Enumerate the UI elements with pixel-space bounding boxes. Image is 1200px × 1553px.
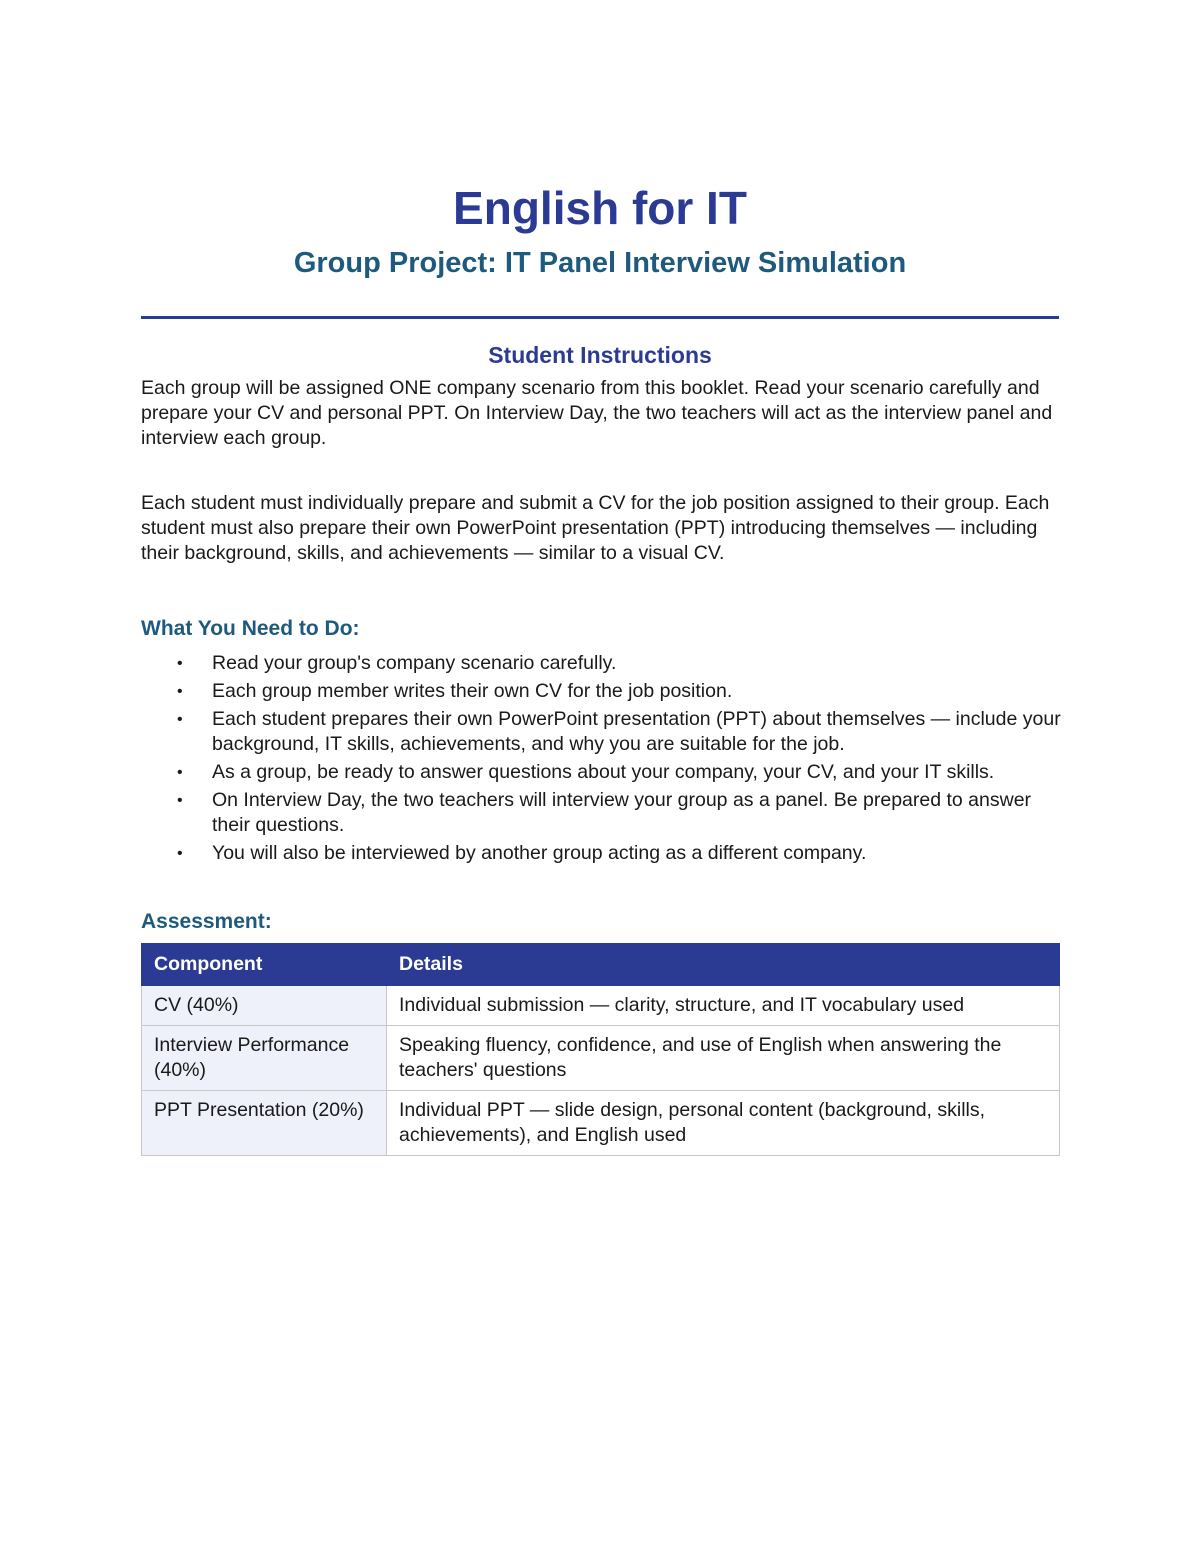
document-subtitle: Group Project: IT Panel Interview Simulation bbox=[293, 247, 907, 279]
table-cell-component: Interview Performance (40%) bbox=[142, 1026, 387, 1091]
table-cell-details: Speaking fluency, confidence, and use of English when answering the teachers' questions bbox=[387, 1026, 1060, 1091]
instructions-paragraph: Each student must individually prepare and submit a CV for the job position assigned to their group. Each student must also prepare their own PowerPoint presentation (PPT) introducing themselves — including their background, skills, and achievements — similar to a visual CV. bbox=[141, 492, 1050, 564]
section-heading-student-instructions: Student Instructions bbox=[488, 342, 712, 368]
instructions-paragraph: Each group will be assigned ONE company scenario from this booklet. Read your scenario carefully and prepare your CV and personal PPT. On Interview Day, the two teachers will act as the interview panel and interview each group. bbox=[141, 377, 1053, 449]
bullet-icon: • bbox=[177, 655, 183, 672]
table-row bbox=[142, 986, 1060, 1026]
table-header-row bbox=[142, 944, 1060, 986]
list-item bbox=[141, 788, 1061, 838]
document-title: English for IT bbox=[453, 182, 747, 234]
list-item bbox=[141, 679, 1061, 704]
list-item bbox=[141, 651, 1061, 676]
column-header-details: Details bbox=[387, 944, 1060, 986]
bullet-icon: • bbox=[177, 683, 183, 700]
column-header-component: Component bbox=[142, 944, 387, 986]
list-item bbox=[141, 841, 1061, 866]
table-cell-component: PPT Presentation (20%) bbox=[142, 1091, 387, 1156]
bullet-icon: • bbox=[177, 764, 183, 781]
todo-heading: What You Need to Do: bbox=[141, 617, 360, 640]
title-divider bbox=[141, 316, 1059, 319]
list-item bbox=[141, 707, 1061, 757]
bullet-icon: • bbox=[177, 845, 183, 862]
table-row bbox=[142, 1026, 1060, 1091]
list-item-text: Read your group's company scenario carefully. bbox=[212, 652, 617, 674]
assessment-table bbox=[141, 943, 1060, 1156]
table-cell-component: CV (40%) bbox=[142, 986, 387, 1026]
bullet-icon: • bbox=[177, 792, 183, 809]
list-item bbox=[141, 760, 1061, 785]
bullet-icon: • bbox=[177, 711, 183, 728]
assessment-heading: Assessment: bbox=[141, 910, 272, 933]
table-row bbox=[142, 1091, 1060, 1156]
list-item-text: Each student prepares their own PowerPoint presentation (PPT) about themselves — include your background, IT skills, achievements, and why you are suitable for the job. bbox=[212, 708, 1061, 755]
todo-list bbox=[141, 651, 1061, 869]
list-item-text: On Interview Day, the two teachers will interview your group as a panel. Be prepared to answer their questions. bbox=[212, 789, 1032, 836]
list-item-text: You will also be interviewed by another group acting as a different company. bbox=[212, 842, 867, 864]
table-cell-details: Individual PPT — slide design, personal content (background, skills, achievements), and English used bbox=[387, 1091, 1060, 1156]
table-cell-details: Individual submission — clarity, structure, and IT vocabulary used bbox=[387, 986, 1060, 1026]
list-item-text: As a group, be ready to answer questions about your company, your CV, and your IT skills. bbox=[212, 761, 995, 783]
list-item-text: Each group member writes their own CV for the job position. bbox=[212, 680, 733, 702]
